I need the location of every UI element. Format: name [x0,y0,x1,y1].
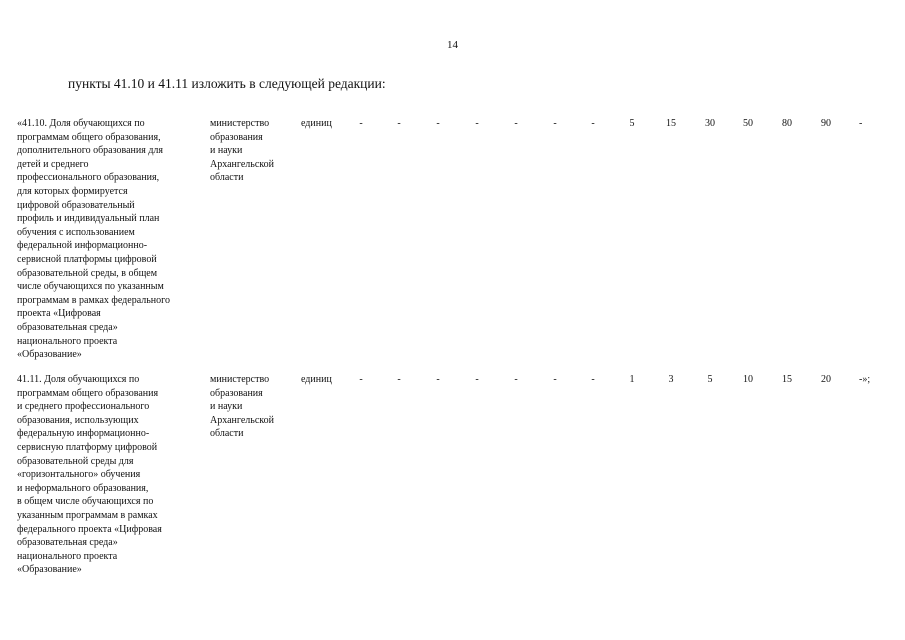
indicator-line: и среднего профессионального [17,401,150,413]
indicator-line: проекта «Цифровая [17,308,101,320]
indicator-line: сервисную платформу цифровой [17,441,158,453]
indicator-line: национального проекта [17,550,118,562]
value-cell: - [514,374,518,385]
indicator-line: профиль и индивидуальный план [17,213,160,225]
value-cell: 90 [821,118,831,129]
value-cell: - [475,374,479,385]
indicator-line: дополнительного образования для [17,145,163,157]
value-cell: 15 [782,374,792,385]
indicator-line: обучения с использованием [17,226,135,238]
ministry-line: области [210,428,244,440]
ministry-line: Архангельской [210,414,274,426]
indicator-line: программам общего образования, [17,131,161,143]
unit-cell: единиц [301,118,332,129]
indicator-line: образовательной среды для [17,455,134,467]
indicator-line: федерального проекта «Цифровая [17,523,162,535]
indicator-line: программам в рамках федерального [17,294,170,306]
indicator-line: федеральной информационно- [17,240,148,252]
value-cell: - [359,374,363,385]
ministry-line: министерство [210,374,270,385]
trailing-cell: - [859,118,863,129]
value-cell: - [591,374,595,385]
indicator-line: образования, использующих [17,414,139,426]
indicator-line: образовательной среды, в общем [17,267,158,279]
indicator-text [17,373,207,577]
value-cell: - [475,118,479,129]
value-cell: 80 [782,118,792,129]
value-cell: 10 [743,374,753,385]
indicator-line: программам общего образования [17,387,159,399]
indicator-line: цифровой образовательный [17,199,135,211]
indicator-line: профессионального образования, [17,172,160,184]
value-cell: - [436,118,440,129]
responsible-ministry [210,373,295,441]
value-cell: 5 [707,374,713,385]
ministry-line: образования [210,131,263,143]
value-cell: 20 [821,374,831,385]
ministry-line: области [210,172,244,184]
indicator-line: национального проекта [17,335,118,347]
page-number: 14 [447,39,458,51]
value-cell: - [436,374,440,385]
value-cell: - [359,118,363,129]
indicator-line: указанным программам в рамках [17,509,158,521]
indicator-line: сервисной платформы цифровой [17,253,157,265]
indicator-line: «Образование» [17,349,82,361]
indicator-line: числе обучающихся по указанным [17,281,164,293]
indicator-line: федеральную информационно- [17,428,150,440]
value-cell: - [397,374,401,385]
trailing-cell: -»; [859,374,871,385]
value-cell: 30 [705,118,715,129]
value-cell: - [553,374,557,385]
ministry-line: и науки [210,145,243,157]
responsible-ministry [210,117,295,185]
ministry-line: министерство [210,118,270,129]
indicator-line: 41.11. Доля обучающихся по [17,374,140,385]
indicator-line: образовательная среда» [17,321,118,333]
ministry-line: образования [210,387,263,399]
indicator-text [17,117,207,362]
indicator-line: «горизонтального» обучения [17,469,141,481]
unit-cell: единиц [301,374,332,385]
indicator-line: детей и среднего [17,158,89,170]
value-cell: 5 [629,118,635,129]
value-cell: - [553,118,557,129]
value-cell: 1 [629,374,635,385]
value-cell: - [514,118,518,129]
value-cell: 50 [743,118,753,129]
value-cell: 3 [668,374,674,385]
intro-text: пункты 41.10 и 41.11 изложить в следующей редакции: [68,76,386,91]
indicator-line: для которых формируется [17,185,128,197]
value-cell: - [397,118,401,129]
indicator-line: в общем числе обучающихся по [17,496,154,508]
value-cell: 15 [666,118,676,129]
indicator-line: «41.10. Доля обучающихся по [17,118,145,129]
indicator-line: «Образование» [17,564,82,576]
value-cell: - [591,118,595,129]
indicator-line: образовательная среда» [17,537,118,549]
indicator-line: и неформального образования, [17,482,149,494]
ministry-line: Архангельской [210,158,274,170]
ministry-line: и науки [210,401,243,413]
